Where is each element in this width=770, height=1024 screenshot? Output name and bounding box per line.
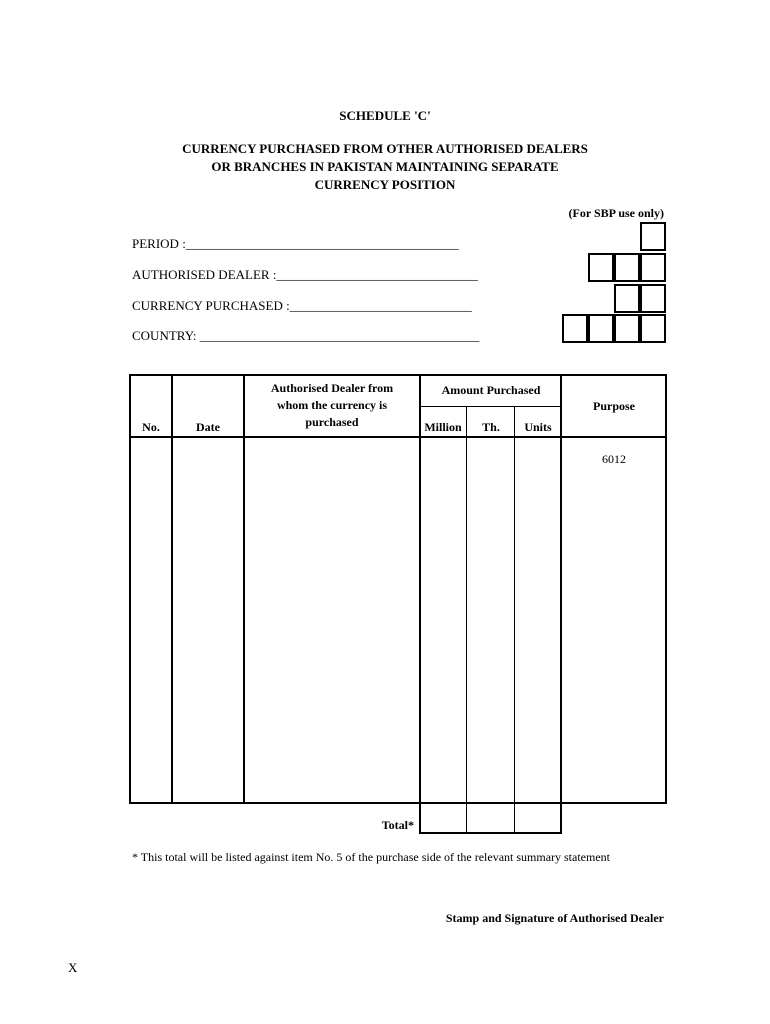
thousand-column-cell[interactable] bbox=[467, 438, 514, 802]
sbp-box[interactable] bbox=[640, 253, 666, 282]
units-column-cell[interactable] bbox=[515, 438, 560, 802]
header-dealer-line: Authorised Dealer from bbox=[270, 381, 394, 395]
header-date: Date bbox=[196, 420, 220, 434]
header-amount-purchased: Amount Purchased bbox=[441, 383, 541, 397]
subtitle-line-1: CURRENCY PURCHASED FROM OTHER AUTHORISED DEALERS bbox=[182, 141, 588, 156]
authorised-dealer-field[interactable]: AUTHORISED DEALER :_______________________________ bbox=[132, 267, 478, 282]
sbp-box[interactable] bbox=[588, 314, 614, 343]
sbp-box[interactable] bbox=[588, 253, 614, 282]
date-column-cell[interactable] bbox=[173, 438, 243, 802]
total-thousand-cell[interactable] bbox=[467, 804, 514, 832]
sbp-box[interactable] bbox=[614, 314, 640, 343]
header-dealer-line: purchased bbox=[305, 415, 359, 429]
signature-label: Stamp and Signature of Authorised Dealer bbox=[445, 911, 664, 925]
corner-mark: X bbox=[68, 960, 78, 975]
header-dealer-line: whom the currency is bbox=[276, 398, 388, 412]
million-column-cell[interactable] bbox=[421, 438, 466, 802]
currency-purchased-field[interactable]: CURRENCY PURCHASED :____________________________ bbox=[132, 298, 472, 313]
header-thousand: Th. bbox=[482, 420, 500, 434]
total-million-cell[interactable] bbox=[421, 804, 466, 832]
header-million: Million bbox=[424, 420, 462, 434]
sbp-use-note: (For SBP use only) bbox=[568, 206, 664, 220]
subtitle-line-2: OR BRANCHES IN PAKISTAN MAINTAINING SEPARATE bbox=[211, 159, 559, 174]
sbp-box[interactable] bbox=[640, 284, 666, 313]
table-right-border bbox=[665, 374, 667, 804]
form-subtitle bbox=[0, 140, 770, 194]
no-column-cell[interactable] bbox=[131, 438, 171, 802]
header-purpose: Purpose bbox=[593, 399, 635, 413]
purpose-code: 6012 bbox=[602, 452, 626, 466]
period-field[interactable]: PERIOD :__________________________________________ bbox=[132, 236, 459, 251]
total-footnote: * This total will be listed against item No. 5 of the purchase side of the relevant summary statement bbox=[132, 850, 610, 864]
sbp-box[interactable] bbox=[640, 314, 666, 343]
schedule-title: SCHEDULE 'C' bbox=[339, 108, 431, 123]
subtitle-line-3: CURRENCY POSITION bbox=[314, 177, 456, 192]
sbp-box[interactable] bbox=[562, 314, 588, 343]
sbp-box[interactable] bbox=[614, 284, 640, 313]
col-sep-units-purpose bbox=[560, 374, 562, 834]
amount-subheader-separator bbox=[419, 406, 561, 407]
total-row-bottom bbox=[419, 832, 562, 834]
dealer-column-cell[interactable] bbox=[245, 438, 419, 802]
sbp-box[interactable] bbox=[614, 253, 640, 282]
header-dealer bbox=[245, 380, 419, 431]
header-units: Units bbox=[524, 420, 552, 434]
country-field[interactable]: COUNTRY: ___________________________________________ bbox=[132, 328, 480, 343]
table-bottom-border bbox=[129, 802, 667, 804]
total-label: Total* bbox=[381, 818, 414, 832]
sbp-box[interactable] bbox=[640, 222, 666, 251]
table-top-border bbox=[129, 374, 667, 376]
header-no: No. bbox=[142, 420, 160, 434]
total-units-cell[interactable] bbox=[515, 804, 560, 832]
